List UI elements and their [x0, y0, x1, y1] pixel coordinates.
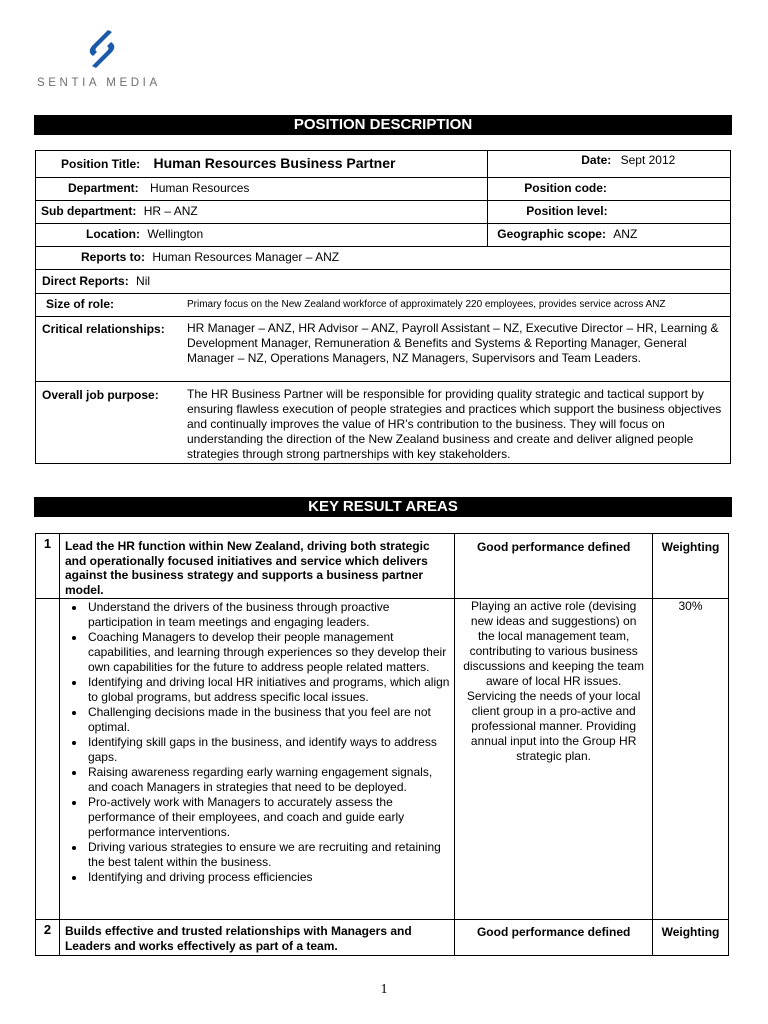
sub-department-cell	[36, 201, 488, 224]
location-value: Wellington	[147, 227, 204, 241]
area1-bullet-item: • Raising awareness regarding early warning engagement signals, and coach Managers in strategies that need to be deployed.	[86, 765, 452, 795]
area1-number: 1	[36, 534, 60, 599]
geographic-scope-value: ANZ	[613, 227, 638, 241]
position-table	[35, 150, 731, 464]
position-title-cell	[36, 151, 488, 178]
date-value: Sept 2012	[620, 153, 676, 167]
area2-weighting-header: Weighting	[653, 920, 729, 956]
area1-performance: Playing an active role (devising new ideas and suggestions) on the local management team, contributing to various business discussions and keeping the team aware of local HR issues. Servicing the needs of your local client group in a pro-active and professional manner. Providing annual input into the Group HR strategic plan.	[455, 599, 653, 920]
sub-department-value: HR – ANZ	[143, 204, 198, 218]
position-title-label: Position Title:	[61, 157, 141, 171]
page-number: 1	[380, 982, 388, 997]
location-cell	[36, 224, 488, 247]
job-purpose-value: The HR Business Partner will be responsible for providing quality strategic and tactical support by ensuring flawless execution of people strategies and practices which support the business objectives and continually improves the value of HR’s contribution to the business. They will focus on understanding the direction of the New Zealand business and create and deliver aligned people strategies through strong partnerships with key stakeholders.	[187, 387, 722, 461]
area1-bullet-item: • Identifying and driving process efficiencies	[86, 870, 452, 885]
critical-relationships-value: HR Manager – ANZ, HR Advisor – ANZ, Payroll Assistant – NZ, Executive Director – HR, Learning & Development Manager, Remuneration & Benefits and Systems & Reporting Manager, General Manager – NZ, Operations Managers, NZ Managers, Supervisors and Team Leaders.	[187, 321, 719, 365]
geographic-scope-label: Geographic scope:	[497, 227, 606, 241]
department-label: Department:	[68, 181, 139, 195]
company-logo	[37, 27, 177, 92]
key-result-areas-table	[35, 533, 729, 956]
key-result-areas-banner: KEY RESULT AREAS	[34, 497, 732, 517]
area1-bullet-item: • Identifying and driving local HR initiatives and programs, which align to global programs, but address specific local issues.	[86, 675, 452, 705]
area1-number-spacer	[36, 599, 60, 920]
direct-reports-cell	[36, 270, 731, 294]
size-of-role-cell	[36, 294, 731, 317]
geographic-scope-cell	[488, 224, 731, 247]
reports-to-cell	[36, 247, 731, 270]
date-label: Date:	[581, 153, 612, 167]
area1-bullet-list	[60, 600, 452, 885]
area1-weighting: 30%	[653, 599, 729, 920]
area2-number: 2	[36, 920, 60, 956]
area1-weighting-header: Weighting	[653, 534, 729, 599]
area1-bullet-item: • Coaching Managers to develop their people management capabilities, and learning through experiences so they develop their own capabilities for the future to address people related matters.	[86, 630, 452, 675]
position-description-banner: POSITION DESCRIPTION	[34, 115, 732, 135]
area1-bullet-item: • Pro-actively work with Managers to accurately assess the performance of their employees, and coach and guide early performance interventions.	[86, 795, 452, 840]
size-of-role-value: Primary focus on the New Zealand workforce of approximately 220 employees, provides service across ANZ	[187, 299, 666, 310]
direct-reports-value: Nil	[136, 274, 151, 288]
direct-reports-label: Direct Reports:	[42, 274, 129, 288]
area1-title: Lead the HR function within New Zealand, driving both strategic and operationally focused initiatives and service which delivers against the business strategy and supports a business partner model.	[59, 534, 454, 599]
department-cell	[36, 178, 488, 201]
size-of-role-label: Size of role:	[46, 297, 115, 311]
area2-title: Builds effective and trusted relationships with Managers and Leaders and works effectively as part of a team.	[59, 920, 454, 956]
position-title-value: Human Resources Business Partner	[153, 155, 396, 171]
job-purpose-label: Overall job purpose:	[42, 388, 159, 402]
position-code-label: Position code:	[524, 181, 607, 195]
critical-relationships-label: Critical relationships:	[42, 322, 165, 336]
reports-to-label: Reports to:	[81, 250, 145, 264]
area2-good-performance-header: Good performance defined	[455, 920, 653, 956]
logo-text: SENTIA MEDIA	[37, 77, 161, 89]
position-level-label: Position level:	[526, 204, 608, 218]
position-code-cell	[488, 178, 731, 201]
location-label: Location:	[86, 227, 140, 241]
position-level-cell	[488, 201, 731, 224]
critical-relationships-cell	[36, 317, 731, 382]
area1-bullet-item: • Driving various strategies to ensure we are recruiting and retaining the best talent within the business.	[86, 840, 452, 870]
date-cell	[488, 151, 731, 178]
area1-bullet-item: • Challenging decisions made in the business that you feel are not optimal.	[86, 705, 452, 735]
sub-department-label: Sub department:	[41, 204, 137, 218]
area1-bullet-item: • Understand the drivers of the business through proactive participation in team meetings and engaging leaders.	[86, 600, 452, 630]
area1-good-performance-header: Good performance defined	[455, 534, 653, 599]
sentia-logo-icon	[84, 27, 120, 71]
department-value: Human Resources	[150, 181, 250, 195]
job-purpose-cell	[36, 382, 731, 464]
area1-responsibilities-cell	[59, 599, 454, 920]
area1-bullet-item: • Identifying skill gaps in the business, and identify ways to address gaps.	[86, 735, 452, 765]
reports-to-value: Human Resources Manager – ANZ	[152, 250, 340, 264]
